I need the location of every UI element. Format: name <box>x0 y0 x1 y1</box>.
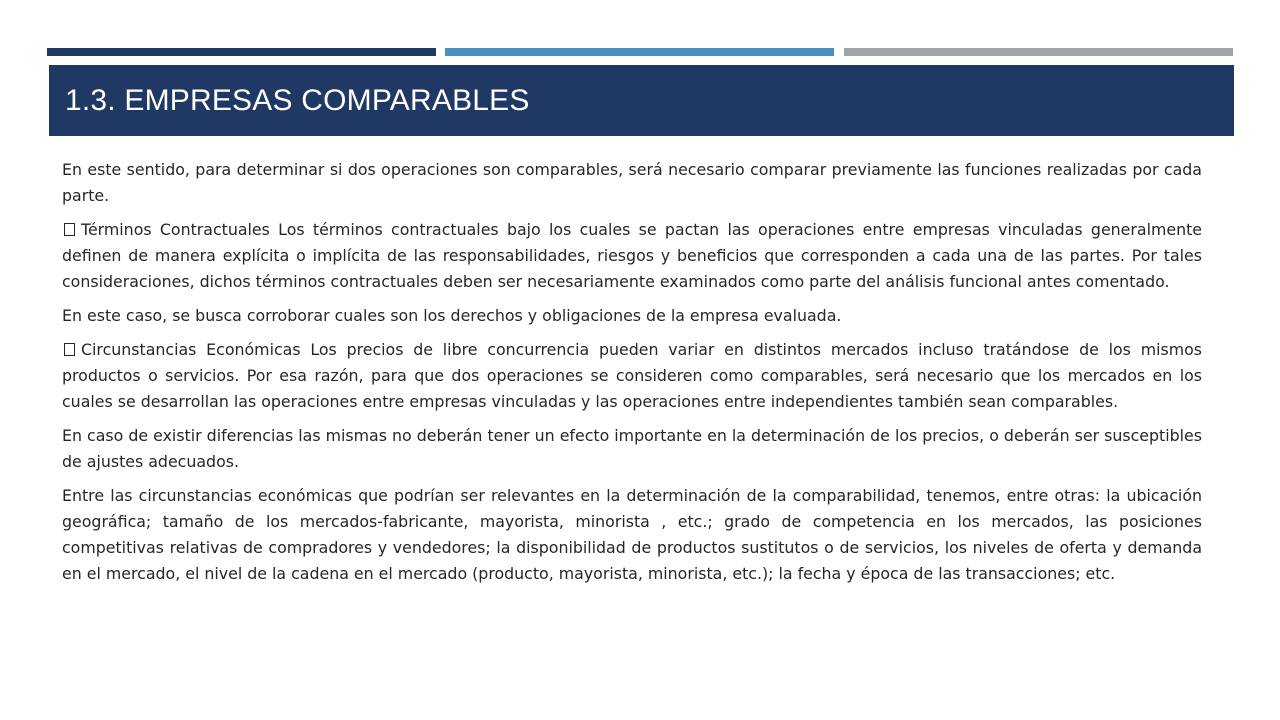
accent-bar-light-blue <box>445 48 834 56</box>
paragraph-6: Entre las circunstancias económicas que podrían ser relevantes en la determinación de la comparabilidad, tenemos, entre otras: la ubicación geográfica; tamaño de los mercados-fabricante, mayorista, minorista , etc.; grado de competencia en los mercados, las posiciones competitivas relativas de compradores y vendedores; la disponibilidad de productos sustitutos o de servicios, los niveles de oferta y demanda en el mercado, el nivel de la cadena en el mercado (producto, mayorista, minorista, etc.); la fecha y época de las transacciones; etc. <box>62 486 1202 583</box>
paragraph-4: Circunstancias Económicas Los precios de libre concurrencia pueden variar en distintos mercados incluso tratándose de los mismos productos o servicios. Por esa razón, para que dos operaciones se consideren como comparables, será necesario que los mercados en los cuales se desarrollan las operaciones entre empresas vinculadas y las operaciones entre independientes también sean comparables. <box>62 340 1202 411</box>
slide-title: 1.3. EMPRESAS COMPARABLES <box>65 83 530 117</box>
paragraph-3: En este caso, se busca corroborar cuales son los derechos y obligaciones de la empresa evaluada. <box>62 305 842 325</box>
paragraph-5: En caso de existir diferencias las mismas no deberán tener un efecto importante en la determinación de los precios, o deberán ser susceptibles de ajustes adecuados. <box>62 426 1202 471</box>
paragraph-2: Términos Contractuales Los términos contractuales bajo los cuales se pactan las operaciones entre empresas vinculadas generalmente definen de manera explícita o implícita de las responsabilidades, riesgos y beneficios que corresponden a cada una de las partes. Por tales consideraciones, dichos términos contractuales deben ser necesariamente examinados como parte del análisis funcional antes comentado. <box>62 220 1202 291</box>
slide-body <box>62 157 1202 595</box>
accent-bar-dark-blue <box>47 48 436 56</box>
empty-box-icon <box>64 343 75 356</box>
title-band <box>49 65 1234 136</box>
accent-bar-gray <box>844 48 1233 56</box>
paragraph-1: En este sentido, para determinar si dos operaciones son comparables, será necesario comparar previamente las funciones realizadas por cada parte. <box>62 160 1202 205</box>
empty-box-icon <box>64 223 75 236</box>
